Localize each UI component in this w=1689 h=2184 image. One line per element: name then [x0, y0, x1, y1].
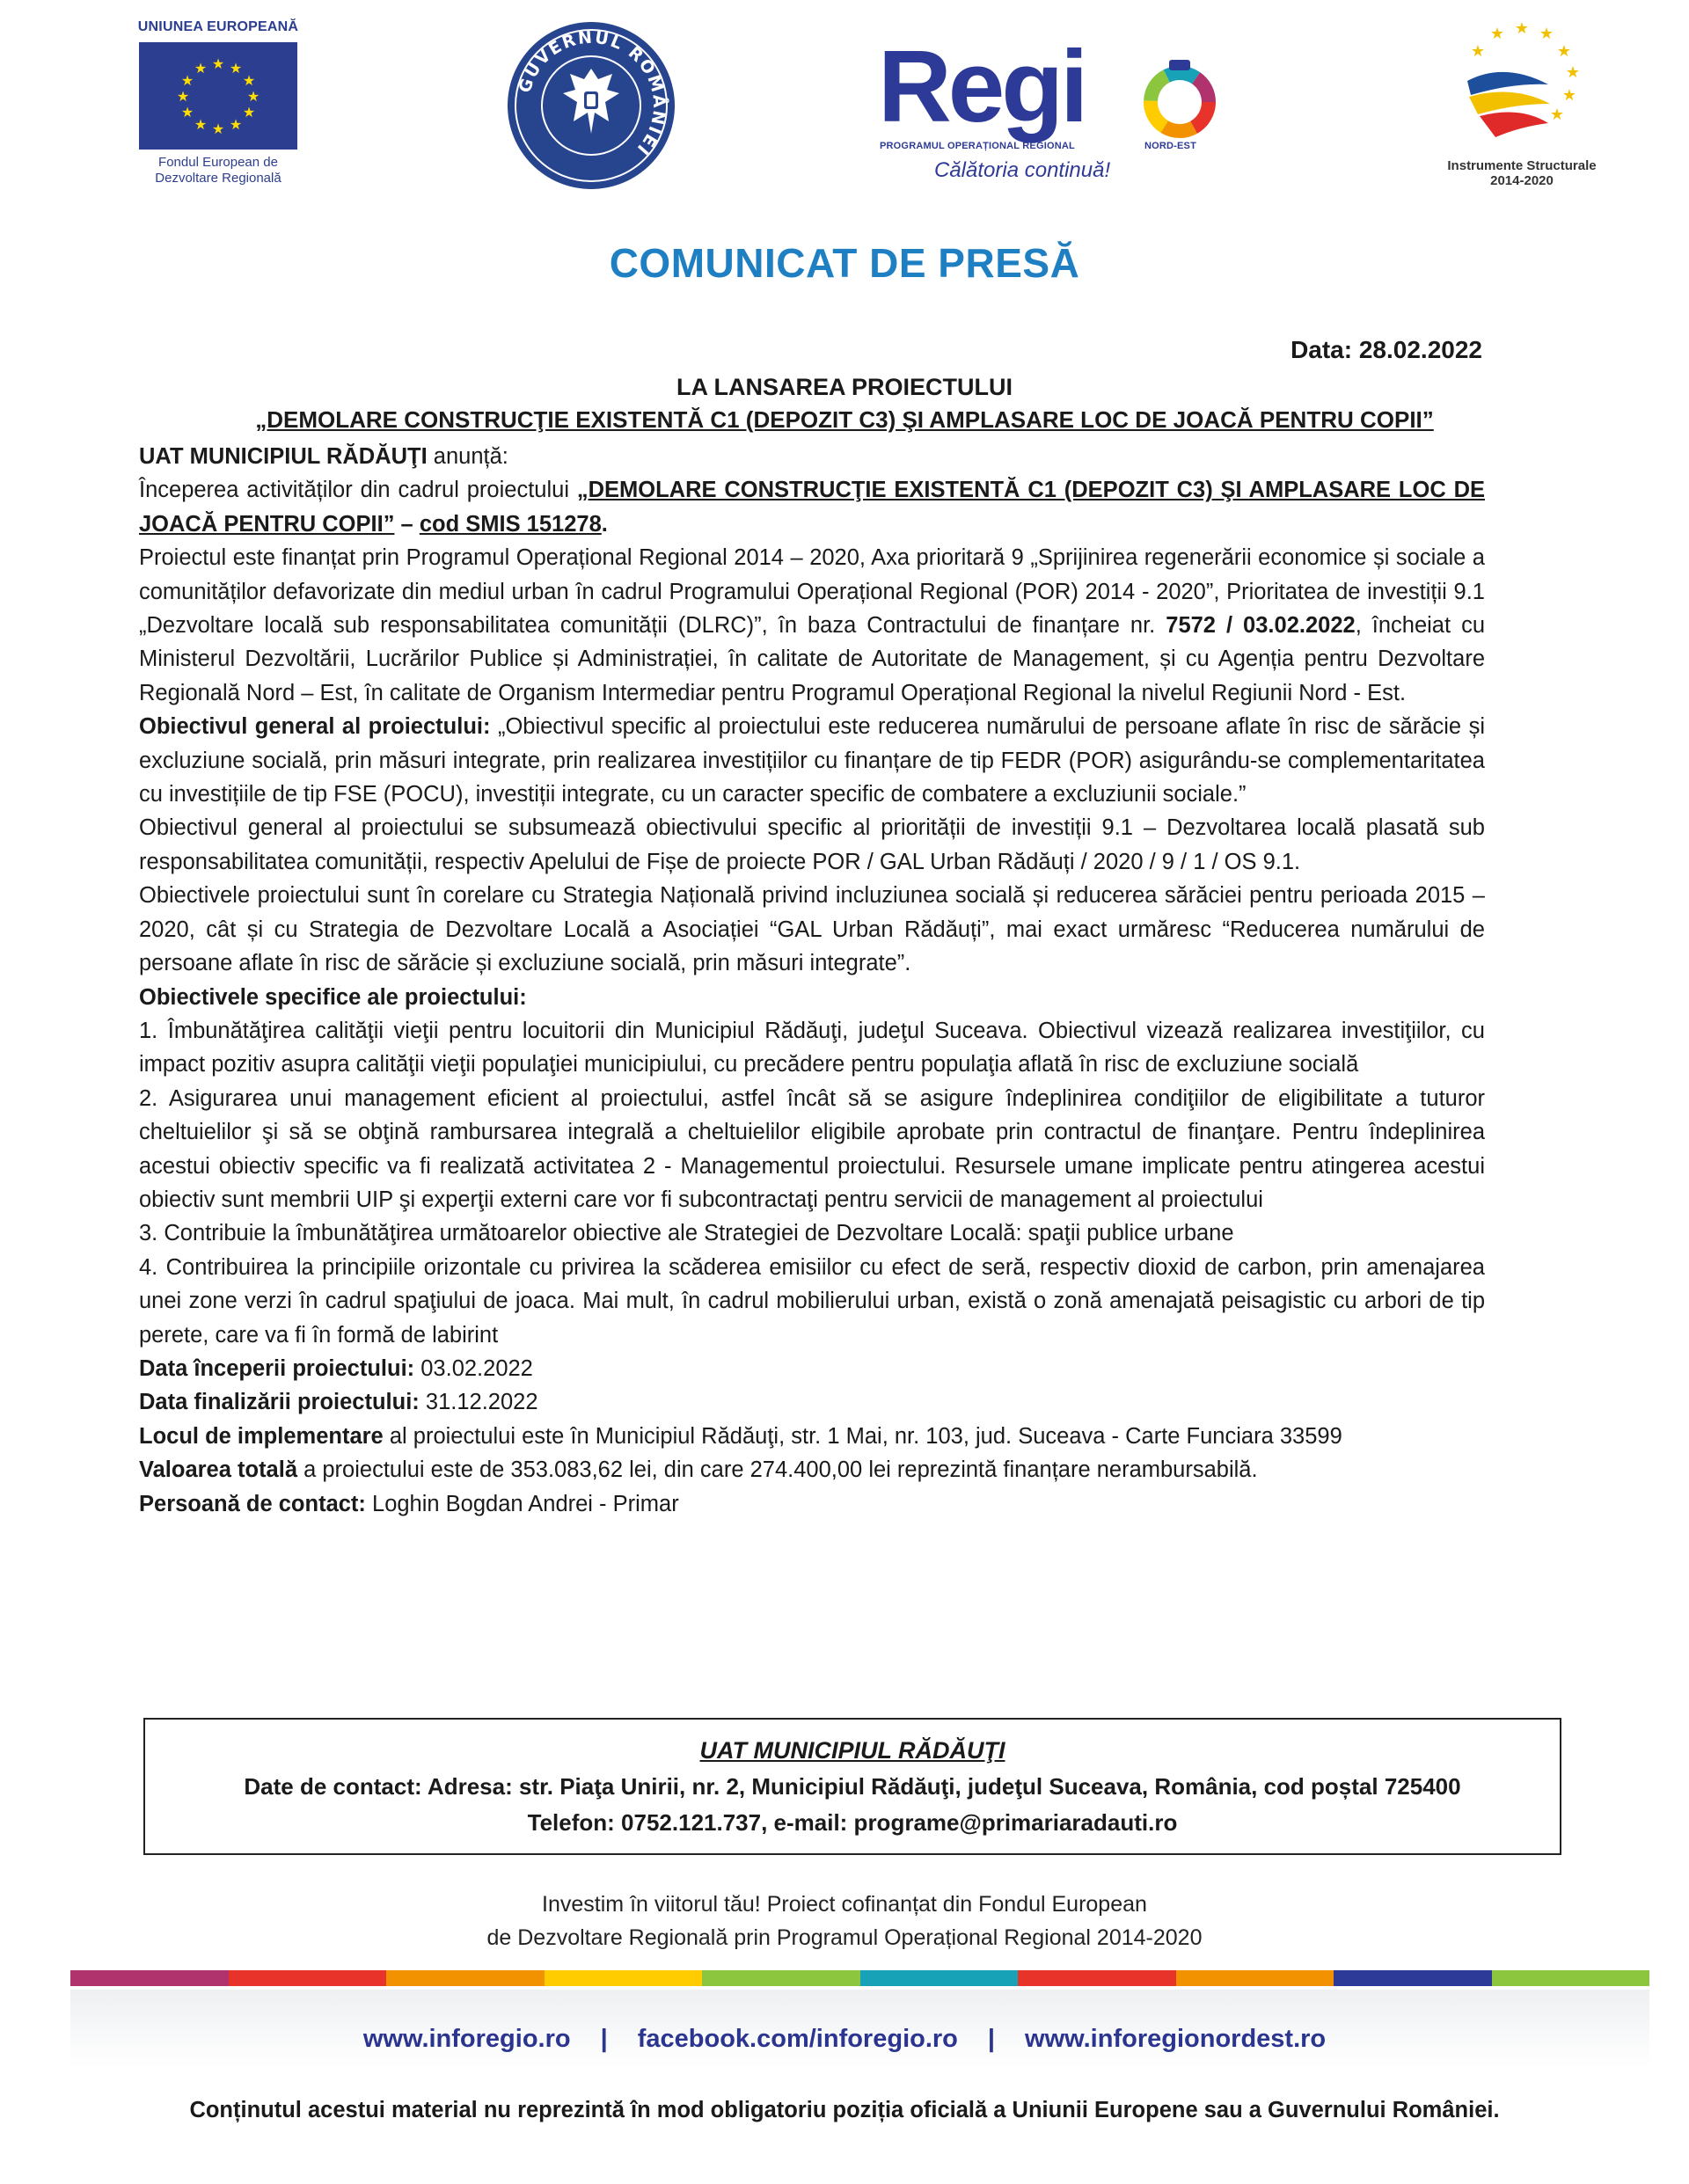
project-start-dash: – — [394, 511, 420, 537]
structural-instruments-logo — [1416, 19, 1627, 195]
project-start-title: „DEMOLARE CONSTRUCŢIE EXISTENTĂ C1 (DEPOZIT C3) ŞI AMPLASARE LOC DE JOACĂ PENTRU COPII” — [139, 478, 1486, 537]
government-seal — [503, 18, 679, 194]
announcement-verb: anunță: — [427, 444, 508, 469]
location-label: Locul de implementare — [139, 1423, 384, 1449]
launch-heading: LA LANSAREA PROIECTULUI — [676, 374, 1013, 400]
link-facebook[interactable]: facebook.com/inforegio.ro — [637, 2025, 958, 2053]
project-smis-code: cod SMIS 151278 — [419, 511, 602, 537]
color-strip-segment — [702, 1970, 860, 1986]
general-objective-text: „Obiectivul specific al proiectului este reducerea numărului de persoane aflate în risc de sărăcie și excluziune socială, prin măsuri integrate, prin realizarea investițiilor cu finanțare de tip FEDR (POR) asigurându-se complementaritatea cu investițiile de tip FSE (POCU), investiții integrate, cu un caracter specific de combatere a excluziunii sociale.” — [139, 714, 1485, 807]
contact-person-value: Loghin Bogdan Andrei - Primar — [365, 1491, 679, 1516]
color-strip-segment — [860, 1970, 1019, 1986]
start-date-label: Data începerii proiectului: — [139, 1355, 415, 1381]
color-strip-segment — [1176, 1970, 1334, 1986]
end-date-label: Data finalizării proiectului: — [139, 1390, 420, 1415]
subsumed-paragraph: Obiectivul general al proiectului se subsumează obiectivului specific al priorității de investiții 9.1 – Dezvoltarea locală plasată sub responsabilitatea comunității, respectiv Apelului de Fișe de proiecte POR / GAL Urban Rădăuți / 2020 / 9 / 1 / OS 9.1. — [139, 815, 1485, 874]
financing-paragraph — [139, 541, 1485, 710]
regio-color-ring-icon — [1140, 60, 1219, 139]
svg-text:★: ★ — [1470, 42, 1486, 61]
correlation-paragraph: Obiectivele proiectului sunt în corelare cu Strategia Națională privind incluziunea socială și reducerea sărăciei pentru perioada 2015 – 2020, cât și cu Strategia de Dezvoltare Locală a Asociației “GAL Urban Rădăuți”, mai exact urmăresc “Reducerea numărului de persoane aflate în risc de sărăcie și excluziune socială, prin măsuri integrate”. — [139, 883, 1485, 976]
svg-text:★: ★ — [176, 88, 190, 105]
end-date-value: 31.12.2022 — [419, 1390, 538, 1415]
link-separator: | — [987, 2025, 996, 2053]
eu-logo-bottom-label-1: Fondul European de — [158, 155, 278, 170]
government-seal-icon — [503, 18, 679, 194]
general-objective-paragraph — [139, 710, 1485, 811]
specific-objective-4: 4. Contribuirea la principiile orizontale cu privirea la scăderea emisiilor cu efect de seră, respectiv dioxid de carbon, prin amenajarea unei zone verzi în cadrul spaţiului de joaca. Mai mult, în cadrul mobilierului urban, există o zonă amenajată peisagistic cu arbori de tip perete, care va fi în formă de labirint — [139, 1254, 1485, 1348]
specific-objective-3: 3. Contribuie la îmbunătăţirea următoarelor obiective ale Strategiei de Dezvoltare Locală: spaţii publice urbane — [139, 1221, 1234, 1246]
regio-wordmark: Regi — [878, 29, 1086, 143]
specific-objectives-label: Obiectivele specifice ale proiectului: — [139, 984, 527, 1010]
link-inforegio[interactable]: www.inforegio.ro — [362, 2025, 571, 2053]
color-strip-segment — [229, 1970, 387, 1986]
svg-text:★: ★ — [1556, 42, 1572, 61]
start-date-value: 03.02.2022 — [414, 1355, 533, 1381]
regio-subtitle-right: NORD-EST — [1144, 141, 1196, 151]
svg-text:★: ★ — [229, 116, 243, 133]
color-strip-segment — [545, 1970, 703, 1986]
svg-text:★: ★ — [246, 88, 260, 105]
structural-instruments-label-1: Instrumente Structurale — [1447, 158, 1597, 173]
color-strip-segment — [386, 1970, 545, 1986]
project-start-end: . — [601, 511, 608, 537]
press-release-date: Data: 28.02.2022 — [1291, 336, 1482, 363]
regio-slogan: Călătoria continuă! — [934, 158, 1111, 182]
location-value: al proiectului este în Municipiul Rădăuţi, str. 1 Mai, nr. 103, jud. Suceava - Carte Funciara 33599 — [383, 1423, 1342, 1449]
project-title: „DEMOLARE CONSTRUCŢIE EXISTENTĂ C1 (DEPOZIT C3) ŞI AMPLASARE LOC DE JOACĂ PENTRU COPII” — [255, 406, 1434, 433]
svg-text:★: ★ — [229, 60, 243, 77]
location-line — [139, 1420, 1485, 1453]
cofinancing-statement — [0, 1888, 1689, 1954]
color-strip-segment — [1018, 1970, 1176, 1986]
value-line — [139, 1453, 1485, 1486]
cofinancing-line-2: de Dezvoltare Regională prin Programul Operațional Regional 2014-2020 — [486, 1925, 1203, 1950]
contact-person-line — [139, 1487, 1485, 1521]
contact-box-title: UAT MUNICIPIUL RĂDĂUŢI — [699, 1737, 1005, 1764]
svg-text:★: ★ — [194, 60, 208, 77]
contact-box — [143, 1718, 1561, 1855]
value-label: Valoarea totală — [139, 1457, 298, 1483]
financing-contract-number: 7572 / 03.02.2022 — [1166, 613, 1356, 639]
structural-instruments-label — [1416, 158, 1627, 188]
svg-text:★: ★ — [211, 55, 225, 72]
project-start-paragraph — [139, 473, 1485, 541]
link-separator: | — [600, 2025, 608, 2053]
general-objective-label: Obiectivul general al proiectului: — [139, 714, 491, 740]
value-text: a proiectului este de 353.083,62 lei, din care 274.400,00 lei reprezintă finanțare nerambursabilă. — [297, 1457, 1258, 1483]
press-release-body — [139, 440, 1485, 1521]
svg-text:★: ★ — [1549, 106, 1565, 124]
structural-instruments-icon — [1416, 19, 1627, 160]
svg-text:★: ★ — [180, 104, 194, 121]
regio-subtitle — [880, 141, 1196, 151]
svg-text:★: ★ — [1539, 25, 1554, 43]
svg-text:★: ★ — [1561, 86, 1577, 105]
svg-text:★: ★ — [242, 72, 256, 89]
financing-text-1: Proiectul este finanțat prin Programul Operațional Regional 2014 – 2020, Axa prioritară 9 „Sprijinirea regenerării economice și sociale a comunităților defavorizate din mediul urban în cadrul Programului Operațional Regional (POR) 2014 - 2020”, Prioritatea de investiții 9.1 „Dezvoltare locală sub responsabilitatea comunității (DLRC)”, în baza Contractului de finanțare nr. — [139, 545, 1485, 639]
svg-text:★: ★ — [180, 72, 194, 89]
svg-text:★: ★ — [211, 121, 225, 137]
eu-logo — [130, 19, 306, 186]
uat-name: UAT MUNICIPIUL RĂDĂUŢI — [139, 444, 428, 469]
eu-logo-bottom-label-2: Dezvoltare Regională — [155, 171, 282, 186]
svg-text:★: ★ — [1489, 25, 1505, 43]
color-strip — [70, 1970, 1649, 1986]
contact-box-phone-email: Telefon: 0752.121.737, e-mail: programe@primariaradauti.ro — [527, 1809, 1178, 1836]
start-date-line — [139, 1352, 1485, 1385]
color-strip-segment — [1334, 1970, 1492, 1986]
color-strip-segment — [70, 1970, 229, 1986]
eu-flag-icon — [139, 42, 297, 150]
svg-text:★: ★ — [242, 104, 256, 121]
svg-text:★: ★ — [1514, 19, 1530, 38]
contact-box-address: Date de contact: Adresa: str. Piaţa Unirii, nr. 2, Municipiul Rădăuţi, judeţul Suceava, România, cod poștal 725400 — [244, 1773, 1461, 1800]
project-start-text: Începerea activităților din cadrul proiectului — [139, 478, 577, 503]
regio-logo — [871, 29, 1240, 192]
structural-instruments-label-2: 2014-2020 — [1490, 173, 1554, 188]
svg-text:★: ★ — [194, 116, 208, 133]
eu-logo-top-label: UNIUNEA EUROPEANĂ — [137, 19, 299, 34]
specific-objective-2: 2. Asigurarea unui management eficient al proiectului, astfel încât să se asigure îndeplinirea condiţiilor de eligibilitate a tuturor cheltuielilor şi să se obţină rambursarea integrală a cheltuielilor eligibile aprobate prin contractul de finanţare. Pentru îndeplinirea acestui obiectiv specific va fi realizată activitatea 2 - Managementul proiectului. Resursele umane implicate pentru atingerea acestui obiectiv sunt membrii UIP şi experţii externi care vor fi subcontractaţi pentru servicii de management al proiectului — [139, 1085, 1485, 1212]
disclaimer: Conținutul acestui material nu reprezintă în mod obligatoriu poziția oficială a Uniunii Europene sau a Guvernului României. — [189, 2098, 1500, 2122]
cofinancing-line-1: Investim în viitorul tău! Proiect cofinanțat din Fondul European — [542, 1892, 1147, 1917]
link-inforegionordest[interactable]: www.inforegionordest.ro — [1025, 2025, 1327, 2053]
specific-objective-1: 1. Îmbunătăţirea calităţii vieţii pentru locuitorii din Municipiul Rădăuţi, judeţul Suceava. Obiectivul vizează realizarea investiţiilor, cu impact pozitiv asupra calităţii vieţii populaţiei municipiului, cu precădere pentru populaţia aflată în risc de excluziune socială — [139, 1018, 1485, 1077]
announcement-line — [139, 440, 1485, 473]
color-strip-segment — [1492, 1970, 1650, 1986]
contact-person-label: Persoană de contact: — [139, 1491, 366, 1516]
svg-text:★: ★ — [1565, 63, 1581, 82]
financing-text-2: , încheiat cu Ministerul Dezvoltării, Lucrărilor Publice și Administrației, în calitate de Autoritate de Management, și cu Agenția pentru Dezvoltare Regională Nord – Est, în calitate de Organism Intermediar pentru Programul Operațional Regional la nivelul Regiunii Nord - Est. — [139, 613, 1485, 705]
government-seal-text: GUVERNUL ROMÂNIEI — [515, 27, 669, 160]
footer-links — [0, 2025, 1689, 2054]
page-title: COMUNICAT DE PRESĂ — [609, 240, 1080, 286]
end-date-line — [139, 1385, 1485, 1419]
regio-subtitle-left: PROGRAMUL OPERAȚIONAL REGIONAL — [880, 141, 1075, 151]
